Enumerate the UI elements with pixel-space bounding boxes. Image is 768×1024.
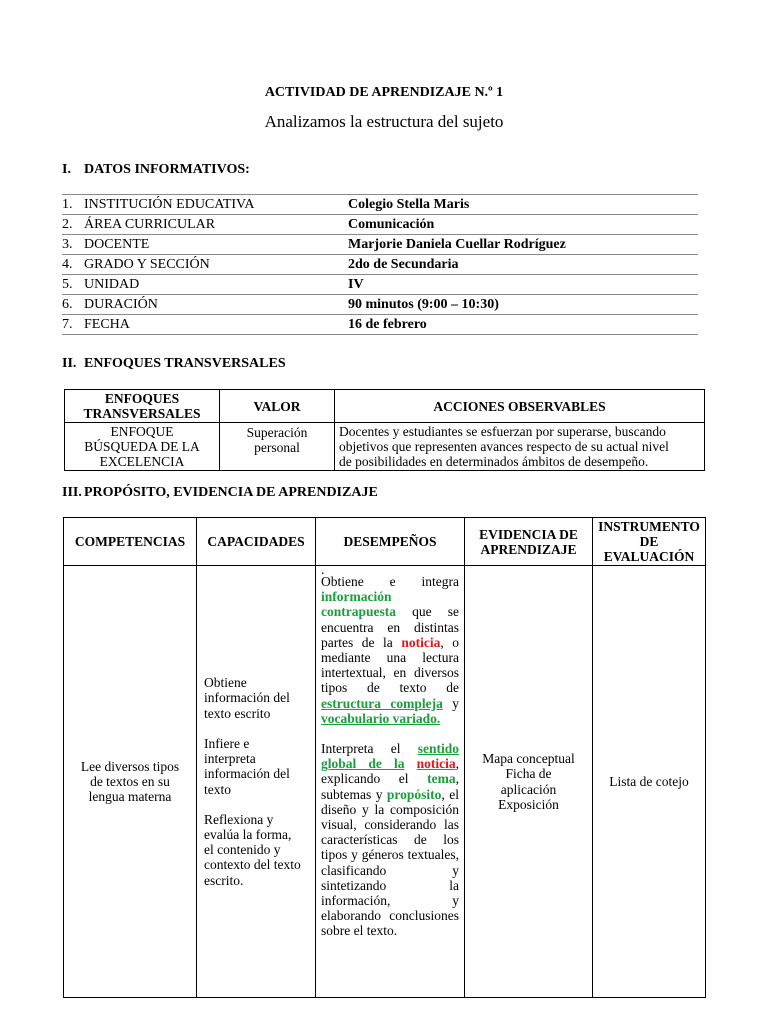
datos-row — [62, 275, 698, 295]
cell-line: Obtiene — [204, 675, 247, 691]
valor-header: VALOR — [220, 390, 335, 423]
competencia-cell — [64, 566, 197, 998]
desempenos-cell — [316, 562, 465, 998]
evidencia-cell — [465, 566, 593, 998]
cell-line: el contenido y — [204, 842, 281, 858]
header-line: EVIDENCIA DE — [479, 526, 578, 542]
section-title: PROPÓSITO, EVIDENCIA DE APRENDIZAJE — [84, 485, 378, 500]
datos-row — [62, 315, 698, 335]
highlight-term: información contrapuesta — [321, 589, 396, 620]
document-subtitle: Analizamos la estructura del sujeto — [264, 112, 504, 131]
row-key: ÁREA CURRICULAR — [84, 217, 216, 232]
section-title: DATOS INFORMATIVOS: — [84, 162, 250, 177]
cell-line: Reflexiona y — [204, 811, 274, 827]
datos-row — [62, 215, 698, 235]
enfoques-table — [64, 389, 705, 471]
row-number: 3. — [62, 237, 73, 252]
cell-line: ENFOQUE — [110, 424, 174, 439]
cell-line: información del — [204, 690, 290, 706]
cell-line: Exposición — [498, 796, 559, 812]
cell-line: Ficha de — [505, 766, 552, 782]
highlight-term: sentido global de la — [321, 741, 459, 772]
text-run: Obtiene e integra — [321, 574, 459, 589]
evidencia-header — [465, 518, 593, 566]
valor-cell — [220, 423, 335, 471]
text-run: , explicando el — [321, 756, 459, 787]
desempeno-2 — [321, 741, 459, 939]
highlight-term: estructura compleja — [321, 695, 443, 711]
header-line: TRANSVERSALES — [83, 406, 201, 421]
highlight-term: propósito — [386, 786, 442, 802]
row-value: Marjorie Daniela Cuellar Rodríguez — [348, 237, 566, 252]
row-key: DOCENTE — [84, 237, 150, 252]
acciones-cell — [335, 423, 705, 471]
capacidades-header: CAPACIDADES — [197, 518, 316, 566]
row-value: IV — [348, 277, 364, 292]
instrumento-cell: Lista de cotejo — [593, 566, 706, 998]
cell-line: Lee diversos tipos — [80, 758, 180, 774]
cell-dot: . — [321, 562, 325, 577]
cell-line: de textos en su — [90, 773, 170, 789]
acciones-header: ACCIONES OBSERVABLES — [335, 390, 705, 423]
section-title: ENFOQUES TRANSVERSALES — [84, 356, 286, 371]
row-value: 2do de Secundaria — [348, 257, 459, 272]
row-value: 90 minutos (9:00 – 10:30) — [348, 297, 499, 312]
header-line: DE — [639, 534, 659, 549]
cell-line: aplicación — [500, 781, 557, 797]
datos-row — [62, 235, 698, 255]
header-line: APRENDIZAJE — [480, 541, 577, 557]
enfoque-cell — [65, 423, 220, 471]
cell-line: texto escrito — [204, 705, 271, 721]
desempeno-1 — [321, 574, 459, 726]
row-value: Comunicación — [348, 217, 435, 232]
cell-line: EXCELENCIA — [99, 454, 185, 469]
cell-line: Docentes y estudiantes se esfuerzan por superarse, buscando — [339, 424, 666, 439]
row-key: DURACIÓN — [84, 297, 158, 312]
cell-line: de posibilidades en determinados ámbitos de desempeño. — [339, 454, 649, 469]
row-number: 7. — [62, 317, 73, 332]
cell-line: evalúa la forma, — [204, 826, 292, 842]
section-proposito-heading — [62, 485, 378, 501]
capacidad-3 — [204, 812, 311, 888]
row-value: 16 de febrero — [348, 317, 427, 332]
highlight-term: noticia — [416, 756, 456, 772]
highlight-term: vocabulario variado. — [321, 710, 441, 726]
cell-line: personal — [254, 440, 300, 455]
cell-line: lengua materna — [88, 789, 172, 805]
capacidad-1 — [204, 675, 311, 721]
highlight-term: tema — [427, 771, 456, 787]
section-enfoques-heading — [62, 356, 286, 372]
enfoques-header — [65, 390, 220, 423]
cell-line: objetivos que representen avances respecto de su actual nivel — [339, 439, 669, 454]
datos-row — [62, 255, 698, 275]
section-number: I. — [62, 162, 71, 177]
row-number: 1. — [62, 197, 73, 212]
cell-line: Superación — [246, 425, 308, 440]
text-run: Interpreta el — [321, 741, 401, 757]
cell-line: información del — [204, 766, 290, 782]
datos-table — [62, 194, 698, 335]
desempenos-header: DESEMPEÑOS — [316, 518, 465, 566]
row-key: INSTITUCIÓN EDUCATIVA — [84, 197, 255, 212]
row-value: Colegio Stella Maris — [348, 197, 470, 212]
row-key: UNIDAD — [84, 277, 140, 292]
header-line: INSTRUMENTO — [598, 519, 700, 534]
row-number: 2. — [62, 217, 73, 232]
header-line: ENFOQUES — [104, 391, 180, 406]
cell-line: texto — [204, 781, 231, 797]
document-title: ACTIVIDAD DE APRENDIZAJE N.º 1 — [264, 85, 504, 100]
cell-line: contexto del texto — [204, 857, 301, 873]
row-number: 4. — [62, 257, 73, 272]
cell-line: BÚSQUEDA DE LA — [84, 439, 200, 454]
datos-row — [62, 195, 698, 215]
header-line: EVALUACIÓN — [603, 549, 695, 564]
row-key: FECHA — [84, 317, 130, 332]
text-run: , o mediante una lectura intertextual, en diversos tipos de texto de — [321, 634, 460, 696]
text-run: , el diseño y la composición visual, considerando las características de los tipos y géneros textuales, clasificando y sintetizando la información, y elaborando conclusiones sobre el texto. — [321, 786, 459, 939]
section-datos-heading — [62, 162, 250, 178]
instrumento-header — [593, 518, 706, 566]
competencias-header: COMPETENCIAS — [64, 518, 197, 566]
row-number: 5. — [62, 277, 73, 292]
row-key: GRADO Y SECCIÓN — [84, 257, 210, 272]
cell-line: Infiere e — [204, 735, 250, 751]
cell-line: interpreta — [204, 751, 256, 767]
capacidades-cell — [197, 566, 316, 998]
highlight-term: noticia — [401, 634, 441, 650]
text-run: , subtemas y — [321, 771, 459, 802]
text-run: que se encuentra en distintas partes de la — [321, 604, 459, 650]
datos-row — [62, 295, 698, 315]
text-run: y — [452, 695, 459, 711]
proposito-table — [63, 517, 706, 998]
cell-line: escrito. — [204, 872, 244, 888]
section-number: II. — [62, 356, 77, 371]
cell-line: Mapa conceptual — [482, 751, 575, 767]
section-number: III. — [62, 485, 82, 500]
row-number: 6. — [62, 297, 73, 312]
capacidad-2 — [204, 736, 311, 797]
